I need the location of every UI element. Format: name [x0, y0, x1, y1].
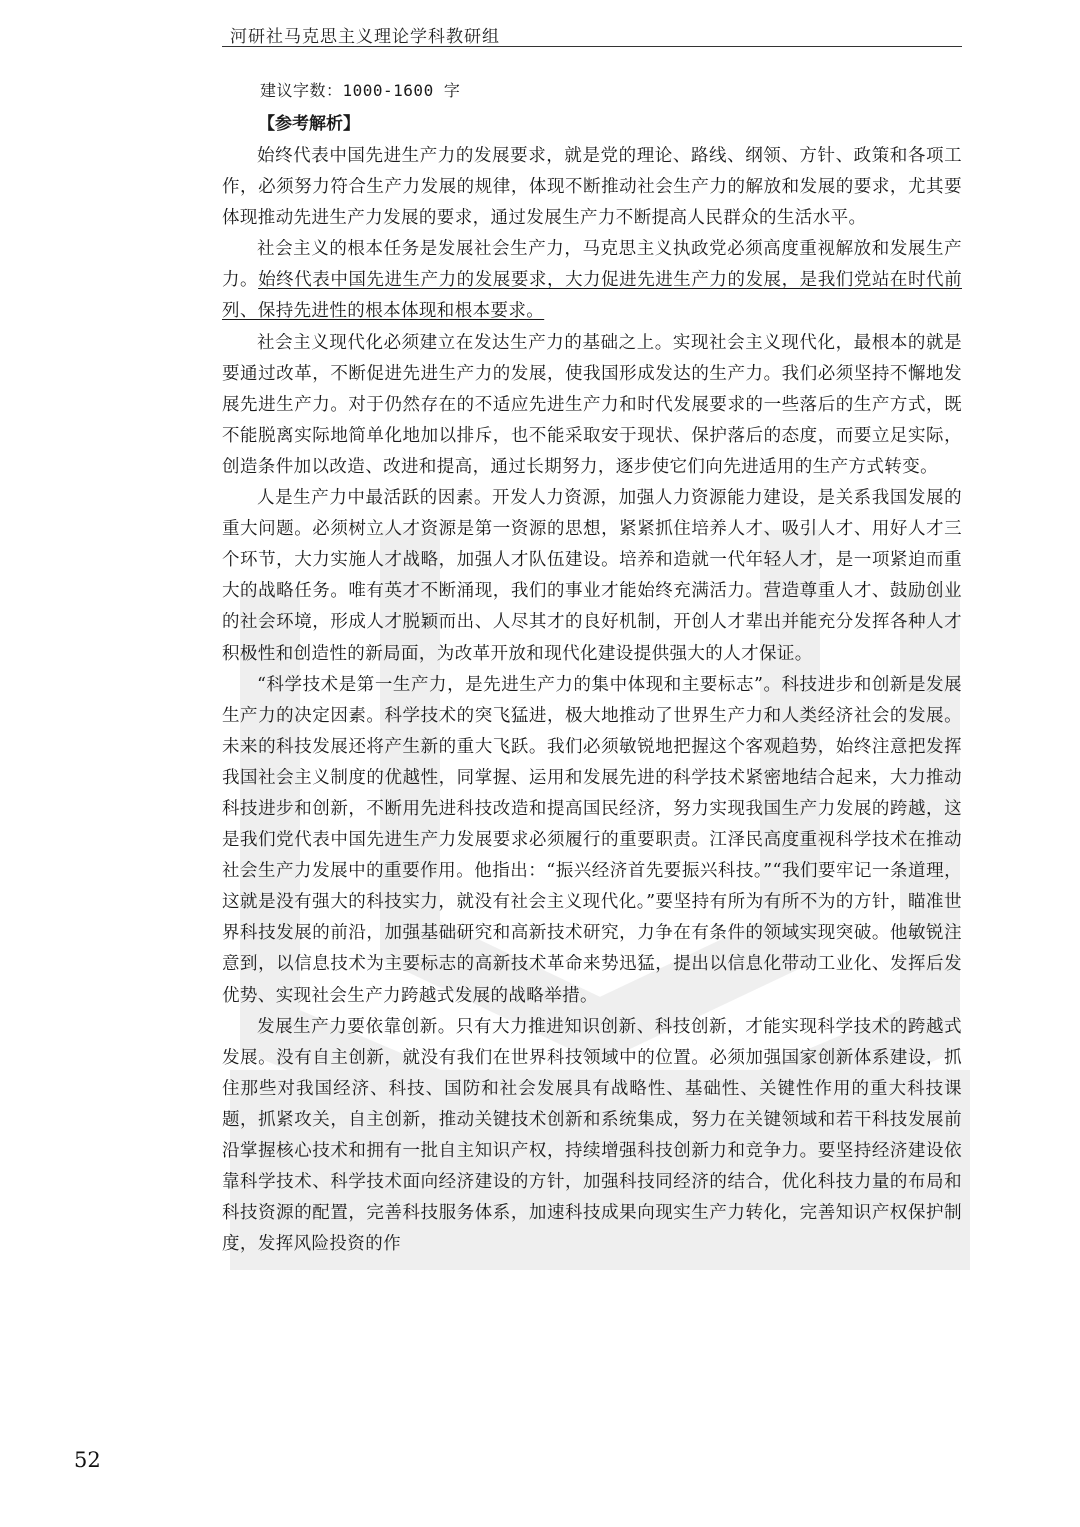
paragraph-5: “科学技术是第一生产力，是先进生产力的集中体现和主要标志”。科技进步和创新是发展生产力的决定因素。科学技术的突飞猛进，极大地推动了世界生产力和人类经济社会的发展。未来的科技发展还将产生新的重大飞跃。我们必须敏锐地把握这个客观趋势，始终注意把发挥我国社会主义制度的优越性，同掌握、运用和发展先进的科学技术紧密地结合起来，大力推动科技进步和创新，不断用先进科技改造和提高国民经济，努力实现我国生产力发展的跨越，这是我们党代表中国先进生产力发展要求必须履行的重要职责。江泽民高度重视科学技术在推动社会生产力发展中的重要作用。他指出：“振兴经济首先要振兴科技。”“我们要牢记一条道理，这就是没有强大的科技实力，就没有社会主义现代化。”要坚持有所为有所不为的方针，瞄准世界科技发展的前沿，加强基础研究和高新技术研究，力争在有条件的领域实现突破。他敏锐注意到，以信息技术为主要标志的高新技术革命来势迅猛，提出以信息化带动工业化、发挥后发优势、实现社会生产力跨越式发展的战略举措。	[222, 674, 962, 1006]
paragraph-2-underlined-text: 始终代表中国先进生产力的发展要求，大力促进先进生产力的发展，是我们党站在时代前列、保持先进性的根本体现和根本要求。	[222, 270, 962, 322]
paragraph-2-text: 社会主义的根本任务是发展社会生产力，马克思主义执政党必须高度重视解放和发展生产力。	[222, 239, 962, 291]
page-header	[222, 16, 962, 47]
word-count-hint: 建议字数：1000-1600 字	[260, 81, 461, 100]
paragraph-3: 社会主义现代化必须建立在发达生产力的基础之上。实现社会主义现代化，最根本的就是要通过改革，不断促进先进生产力的发展，使我国形成发达的生产力。我们必须坚持不懈地发展先进生产力。对于仍然存在的不适应先进生产力和时代发展要求的一些落后的生产方式，既不能脱离实际地简单化地加以排斥，也不能采取安于现状、保护落后的态度，而要立足实际，创造条件加以改造、改进和提高，通过长期努力，逐步使它们向先进适用的生产方式转变。	[222, 332, 962, 477]
analysis-heading: 【参考解析】	[258, 114, 360, 134]
header-title: 河研社马克思主义理论学科教研组	[230, 27, 500, 47]
page-number: 52	[74, 1448, 101, 1472]
paragraph-6: 发展生产力要依靠创新。只有大力推进知识创新、科技创新，才能实现科学技术的跨越式发展。没有自主创新，就没有我们在世界科技领域中的位置。必须加强国家创新体系建设，抓住那些对我国经济、科技、国防和社会发展具有战略性、基础性、关键性作用的重大科技课题，抓紧攻关，自主创新，推动关键技术创新和系统集成，努力在关键领域和若干科技发展前沿掌握核心技术和拥有一批自主知识产权，持续增强科技创新力和竞争力。要坚持经济建设依靠科学技术、科学技术面向经济建设的方针，加强科技同经济的结合，优化科技力量的布局和科技资源的配置，完善科技服务体系，加速科技成果向现实生产力转化，完善知识产权保护制度，发挥风险投资的作	[222, 1016, 962, 1255]
document-body	[222, 76, 962, 1260]
paragraph-4: 人是生产力中最活跃的因素。开发人力资源，加强人力资源能力建设，是关系我国发展的重大问题。必须树立人才资源是第一资源的思想，紧紧抓住培养人才、吸引人才、用好人才三个环节，大力实施人才战略，加强人才队伍建设。培养和造就一代年轻人才，是一项紧迫而重大的战略任务。唯有英才不断涌现，我们的事业才能始终充满活力。营造尊重人才、鼓励创业的社会环境，形成人才脱颖而出、人尽其才的良好机制，开创人才辈出并能充分发挥各种人才积极性和创造性的新局面，为改革开放和现代化建设提供强大的人才保证。	[222, 488, 962, 664]
paragraph-1: 始终代表中国先进生产力的发展要求，就是党的理论、路线、纲领、方针、政策和各项工作，必须努力符合生产力发展的规律，体现不断推动社会生产力的解放和发展的要求，尤其要体现推动先进生产力发展的要求，通过发展生产力不断提高人民群众的生活水平。	[222, 146, 962, 229]
paragraph-2	[222, 234, 962, 327]
